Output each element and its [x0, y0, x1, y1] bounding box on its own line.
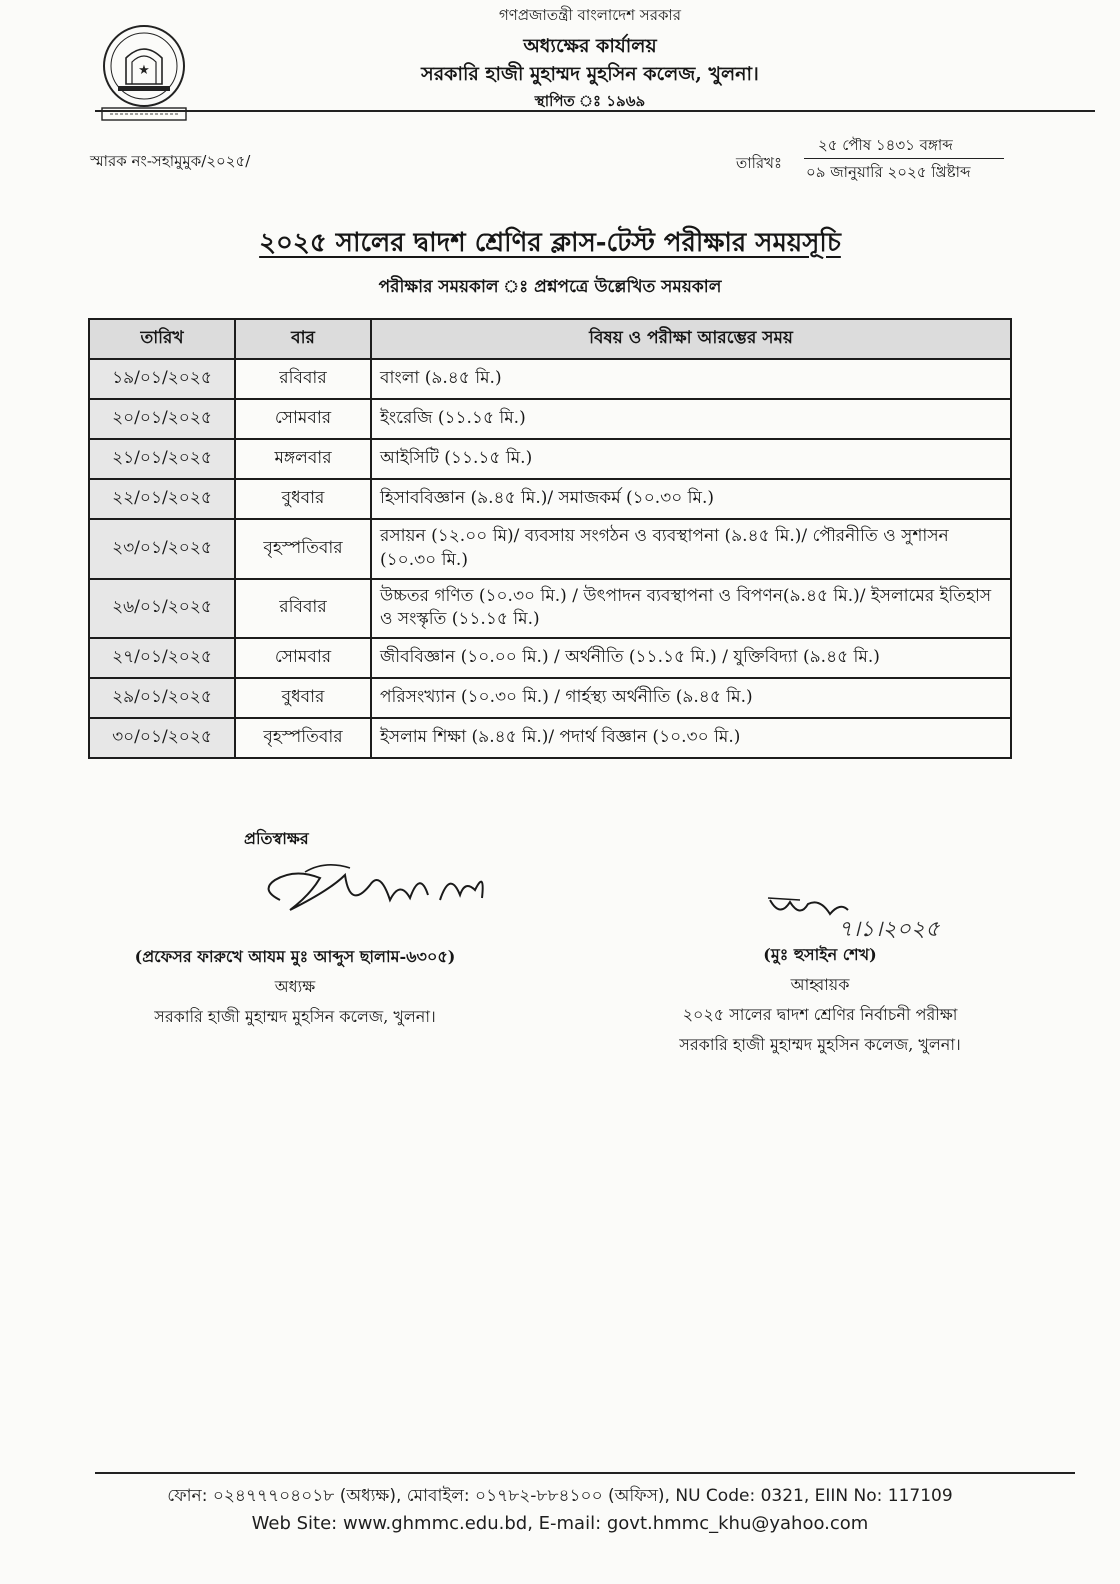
principal-signature: [250, 850, 500, 930]
footer-web: Web Site: www.ghmmc.edu.bd, E-mail: govt.hmmc_khu@yahoo.com: [251, 1513, 869, 1534]
table-header-row: [89, 319, 1011, 359]
header-office: অধ্যক্ষের কার্যালয়: [523, 35, 657, 57]
column-header-subjects: বিষয় ও পরীক্ষা আরম্ভের সময়: [371, 319, 1011, 359]
table-row: [89, 479, 1011, 519]
row-subjects: রসায়ন (১২.০০ মি)/ ব্যবসায় সংগঠন ও ব্যবস্থাপনা (৯.৪৫ মি.)/ পৌরনীতি ও সুশাসন (১০.৩০ মি.): [371, 519, 1011, 579]
table-row: [89, 439, 1011, 479]
row-subjects: হিসাববিজ্ঞান (৯.৪৫ মি.)/ সমাজকর্ম (১০.৩০ মি.): [371, 479, 1011, 519]
row-date: ২১/০১/২০২৫: [89, 439, 235, 479]
row-day: বুধবার: [235, 678, 371, 718]
row-date: ২০/০১/২০২৫: [89, 399, 235, 439]
college-logo: [96, 22, 192, 122]
principal-signature-block: [80, 942, 510, 1032]
row-subjects: উচ্চতর গণিত (১০.৩০ মি.) / উৎপাদন ব্যবস্থাপনা ও বিপণন(৯.৪৫ মি.)/ ইসলামের ইতিহাস ও সংস্কৃতি (১১.১৫ মি.): [371, 579, 1011, 639]
row-subjects: বাংলা (৯.৪৫ মি.): [371, 359, 1011, 399]
date-divider: [804, 158, 1004, 159]
header-government: গণপ্রজাতন্ত্রী বাংলাদেশ সরকার: [498, 6, 682, 24]
header-divider: [95, 110, 1095, 112]
document-title: ২০২৫ সালের দ্বাদশ শ্রেণির ক্লাস-টেস্ট পরীক্ষার সময়সূচি: [259, 228, 841, 258]
row-subjects: জীববিজ্ঞান (১০.০০ মি.) / অর্থনীতি (১১.১৫ মি.) / যুক্তিবিদ্যা (৯.৪৫ মি.): [371, 638, 1011, 678]
row-day: সোমবার: [235, 399, 371, 439]
row-date: ২৬/০১/২০২৫: [89, 579, 235, 639]
principal-org: সরকারি হাজী মুহাম্মদ মুহসিন কলেজ, খুলনা।: [154, 1007, 436, 1026]
principal-name: (প্রফেসর ফারুখে আযম মুঃ আব্দুস ছালাম-৬৩০৫): [134, 947, 456, 966]
header-established: স্থাপিত ঃ ১৯৬৯: [534, 92, 646, 110]
row-subjects: পরিসংখ্যান (১০.৩০ মি.) / গার্হস্থ্য অর্থনীতি (৯.৪৫ মি.): [371, 678, 1011, 718]
row-subjects: ইংরেজি (১১.১৫ মি.): [371, 399, 1011, 439]
header-college: সরকারি হাজী মুহাম্মদ মুহসিন কলেজ, খুলনা।: [421, 63, 759, 85]
row-day: বুধবার: [235, 479, 371, 519]
row-subjects: আইসিটি (১১.১৫ মি.): [371, 439, 1011, 479]
convener-signature-date: ৭।১।২০২৫: [838, 917, 940, 942]
table-row: [89, 718, 1011, 758]
convener-org: সরকারি হাজী মুহাম্মদ মুহসিন কলেজ, খুলনা।: [679, 1035, 961, 1054]
row-date: ২২/০১/২০২৫: [89, 479, 235, 519]
table-row: [89, 638, 1011, 678]
convener-signature-block: [630, 940, 1010, 1060]
countersign-label: প্রতিস্বাক্ষর: [244, 829, 309, 848]
table-row: [89, 519, 1011, 579]
row-date: ২৭/০১/২০২৫: [89, 638, 235, 678]
row-date: ২৩/০১/২০২৫: [89, 519, 235, 579]
table-row: [89, 399, 1011, 439]
convener-exam: ২০২৫ সালের দ্বাদশ শ্রেণির নির্বাচনী পরীক্ষা: [682, 1005, 958, 1024]
schedule-table: [88, 318, 1012, 759]
row-subjects: ইসলাম শিক্ষা (৯.৪৫ মি.)/ পদার্থ বিজ্ঞান (১০.৩০ মি.): [371, 718, 1011, 758]
convener-name: (মুঃ হুসাইন শেখ): [763, 945, 877, 964]
row-date: ৩০/০১/২০২৫: [89, 718, 235, 758]
convener-title: আহ্বায়ক: [790, 975, 850, 994]
row-day: বৃহস্পতিবার: [235, 718, 371, 758]
date-label: তারিখঃ: [736, 154, 782, 172]
row-date: ২৯/০১/২০২৫: [89, 678, 235, 718]
column-header-date: তারিখ: [89, 319, 235, 359]
row-day: রবিবার: [235, 579, 371, 639]
row-date: ১৯/০১/২০২৫: [89, 359, 235, 399]
footer-contact: ফোন: ০২৪৭৭৭০৪০১৮ (অধ্যক্ষ), মোবাইল: ০১৭৮২-৮৮৪১০০ (অফিস), NU Code: 0321, EIIN No: 117109: [167, 1486, 953, 1506]
row-day: বৃহস্পতিবার: [235, 519, 371, 579]
table-row: [89, 579, 1011, 639]
date-english: ০৯ জানুয়ারি ২০২৫ খ্রিষ্টাব্দ: [806, 163, 971, 181]
memo-number: স্মারক নং-সহামুমুক/২০২৫/: [90, 152, 251, 170]
column-header-day: বার: [235, 319, 371, 359]
row-day: সোমবার: [235, 638, 371, 678]
row-day: মঙ্গলবার: [235, 439, 371, 479]
table-row: [89, 678, 1011, 718]
document-subtitle: পরীক্ষার সময়কাল ঃ প্রশ্নপত্রে উল্লেখিত সময়কাল: [378, 277, 722, 297]
svg-text:★: ★: [138, 63, 150, 78]
principal-title: অধ্যক্ষ: [274, 977, 316, 996]
row-day: রবিবার: [235, 359, 371, 399]
date-bangla: ২৫ পৌষ ১৪৩১ বঙ্গাব্দ: [818, 136, 953, 154]
table-row: [89, 359, 1011, 399]
footer-divider: [95, 1472, 1075, 1474]
